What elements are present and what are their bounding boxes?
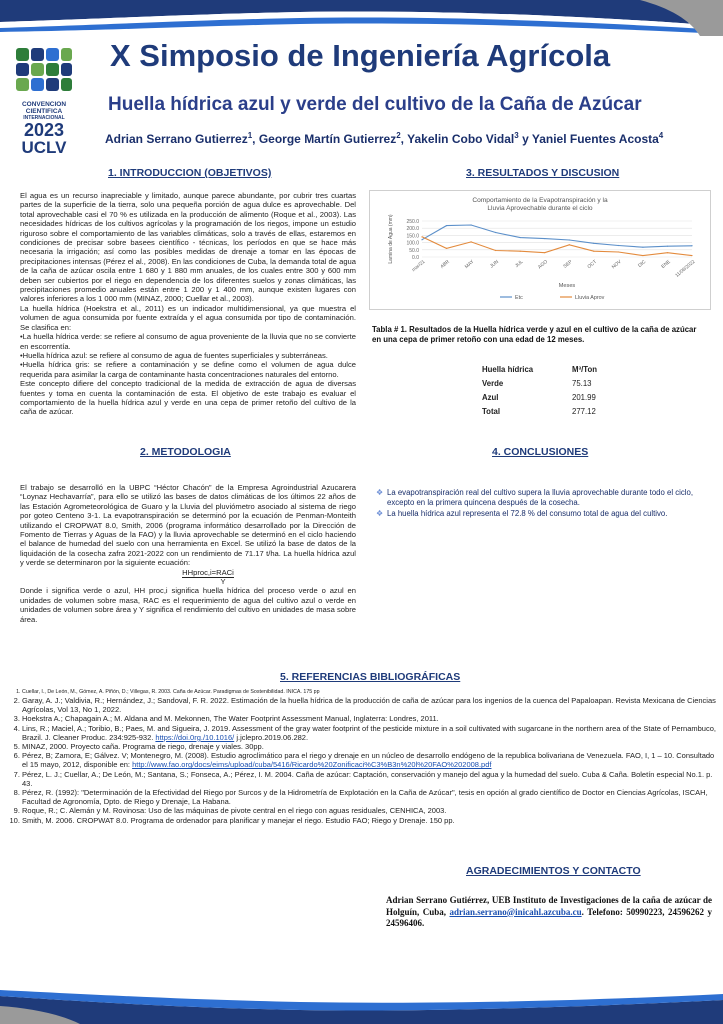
poster-title: X Simposio de Ingeniería Agrícola bbox=[110, 38, 611, 73]
chart-series-point bbox=[446, 248, 447, 249]
table-row-value: 277.12 bbox=[572, 406, 596, 416]
chart-x-tick-label: ENE bbox=[660, 259, 672, 270]
top-decorative-band bbox=[0, 0, 723, 40]
contact-phone: . Telefono: 50990223, 24596262 y 24596406. bbox=[386, 906, 712, 928]
conclusion-item bbox=[376, 509, 712, 519]
chart-series-point bbox=[691, 255, 692, 256]
chart-series-point bbox=[618, 251, 619, 252]
reference-item: 8. Pérez, R. (1992): "Determinación de la Efectividad del Riego por Surcos y de la Hidrometría de Explotación en la Caña de Azúcar", tesis en opción al grado científico de Doctor en Ciencias Agrícolas, ISCAH, Facultad de Agronomía, Dpto. de Riego y Drenaje, La Habana. bbox=[22, 788, 716, 806]
chart-series-point bbox=[691, 245, 692, 246]
chart-series-point bbox=[470, 241, 471, 242]
reference-item bbox=[22, 751, 716, 769]
reference-text: Pérez, B; Zamora, E; Gálvez. V; Montenegro, M. (2008). Estudio agroclimático para el riego y drenaje en un núcleo de desarrollo endógeno de la republica bolivariana de Venezuela. FAO, I, 1 – 10. Consultado el 15 mayo, 2012, disponible en: bbox=[22, 751, 715, 770]
chart-series-point bbox=[421, 236, 422, 237]
table-header-unit: M³/Ton bbox=[572, 364, 597, 374]
chart-series-point bbox=[593, 243, 594, 244]
chart-series-point bbox=[569, 239, 570, 240]
chart-y-tick-label: 0.0 bbox=[412, 255, 419, 261]
author-affiliation: 4 bbox=[658, 131, 664, 140]
table-row-label: Total bbox=[482, 406, 501, 416]
chart-series-point bbox=[421, 239, 422, 240]
reference-doi-link[interactable]: https://doi.0rg./10.1016/ bbox=[155, 732, 235, 742]
contact-email-link[interactable]: adrian.serrano@inicahl.azcuba.cu bbox=[449, 906, 582, 917]
author-name: Yakelin Cobo Vidal bbox=[407, 132, 515, 146]
chart-canvas bbox=[370, 191, 710, 309]
results-heading: 3. RESULTADOS Y DISCUSION bbox=[466, 167, 620, 179]
chart-x-tick-label: SEP bbox=[562, 259, 574, 270]
chart-series-point bbox=[495, 250, 496, 251]
diamond-bullet-icon: ❖ bbox=[376, 509, 384, 518]
conclusions-list bbox=[376, 488, 712, 520]
reference-item: 3. Hoekstra A.; Chapagain A.; M. Aldana and M. Mekonnen, The Water Footprint Assessment Manual, Inglaterra: Londres, 2011. bbox=[22, 714, 716, 723]
bottom-decorative-band bbox=[0, 970, 723, 1024]
logo-line-3: INTERNACIONAL bbox=[23, 115, 65, 121]
logo-line-2: CIENTIFICA bbox=[25, 108, 63, 115]
conclusion-text: La evapotranspiración real del cultivo supera la lluvia aprovechable durante todo el ciclo, excepto en la primera quincena después de la cosecha. bbox=[387, 488, 693, 507]
chart-y-tick-label: 50.0 bbox=[409, 247, 419, 254]
reference-item: 2. Garay, A. J.; Valdivia, R.; Hernández, J.; Sandoval, F. R. 2022. Estimación de la huella hídrica de la producción de caña de azúcar para los ingenios de la cuenca del Papaloapan. Revista Mexicana de Ciencias Agrícolas, Vol 13, No 1, 2022. bbox=[22, 696, 716, 714]
chart-series-point bbox=[667, 252, 668, 253]
author-name: Yaniel Fuentes Acosta bbox=[531, 132, 659, 146]
chart-series-point bbox=[495, 232, 496, 233]
chart-title-line-2: Lluvia Aprovechable durante el ciclo bbox=[487, 205, 593, 212]
chart-series-point bbox=[470, 224, 471, 225]
references-block bbox=[6, 688, 716, 825]
method-heading: 2. METODOLOGIA bbox=[140, 446, 231, 458]
reference-url-link[interactable]: http://www.fao.org/docs/eims/upload/cuba/5416/Ricardo%20Zonificaci%C3%B3n%20l%20FAO%202008.pdf bbox=[132, 760, 492, 770]
chart-x-tick-label: AGO bbox=[537, 259, 550, 271]
chart-y-tick-label: 200.0 bbox=[406, 226, 419, 233]
et-rain-chart bbox=[369, 190, 711, 310]
chart-series-point bbox=[544, 252, 545, 253]
chart-title-line-1: Comportamiento de la Evapotranspiración y la bbox=[472, 197, 608, 204]
chart-x-tick-label: JUN bbox=[489, 259, 500, 270]
chart-x-tick-label: DIC bbox=[637, 259, 648, 269]
author-list bbox=[105, 131, 663, 146]
chart-series-point bbox=[569, 244, 570, 245]
table-header-label: Huella hídrica bbox=[482, 364, 534, 374]
reference-item: 5. MINAZ, 2000. Proyecto caña. Programa de riego, drenaje y viales. 30pp. bbox=[22, 742, 716, 751]
chart-x-tick-label: MAY bbox=[464, 259, 476, 270]
author-separator: , bbox=[252, 132, 259, 146]
intro-paragraph: La huella hídrica (Hoekstra et al., 2011) es un indicador multidimensional, ya que muestra el volumen de agua consumida por fuente extraída y el agua consumida por tipo de contaminación. Se clasifica en: bbox=[20, 303, 356, 332]
chart-y-axis-label: Lamina de Agua (mm) bbox=[388, 214, 394, 264]
chart-series-point bbox=[667, 246, 668, 247]
conclusion-text: La huella hídrica azul representa el 72.8 % del consumo total de agua del cultivo. bbox=[387, 509, 668, 518]
poster-subtitle: Huella hídrica azul y verde del cultivo de la Caña de Azúcar bbox=[108, 94, 642, 115]
table-row-value: 75.13 bbox=[572, 378, 592, 388]
table-header-row bbox=[482, 362, 597, 376]
logo-year: 2023 bbox=[23, 120, 65, 140]
conclusions-heading: 4. CONCLUSIONES bbox=[492, 446, 589, 458]
chart-y-tick-label: 250.0 bbox=[406, 219, 419, 225]
conclusion-item bbox=[376, 488, 712, 508]
chart-series-point bbox=[520, 251, 521, 252]
chart-x-tick-label: ABR bbox=[440, 259, 451, 270]
logo-squares-icon bbox=[14, 46, 74, 94]
table-row bbox=[482, 390, 597, 404]
chart-series-point bbox=[618, 245, 619, 246]
chart-legend-label: Lluvia Aprov bbox=[575, 295, 605, 301]
table-row-label: Azul bbox=[482, 392, 499, 402]
equation-line bbox=[60, 568, 356, 577]
table-row bbox=[482, 404, 597, 418]
author-affiliation: 1 bbox=[247, 131, 253, 140]
results-table bbox=[482, 362, 597, 418]
chart-y-tick-label: 150.0 bbox=[406, 233, 419, 240]
conference-logo bbox=[14, 46, 74, 156]
contact-text: Adrian Serrano Gutiérrez, UEB Instituto de Investigaciones de la caña de azúcar de Holguín, Cuba, bbox=[386, 895, 712, 917]
method-paragraph: Donde i significa verde o azul, HH proc,i significa huella hídrica del proceso verde o azul en unidades de volumen sobre masa, RAC es el requerimiento de agua del cultivo azul o verde en unidades de volumen sobre área y Y significa el rendimiento del cultivo en unidades de masa sobre área. bbox=[20, 586, 356, 624]
ack-heading: AGRADECIMIENTOS Y CONTACTO bbox=[466, 865, 641, 877]
reference-item: 1. Cuellar, I., De León, M., Gómez, A. Piñón, D.; Villegas, R. 2003. Caña de Azúcar. Paradigmas de Sostenibilidad. INICA. 175 pp bbox=[22, 688, 716, 696]
reference-item: 7. Pérez, L. J.; Cuellar, A.; De León, M.; Santana, S.; Fonseca, A.; Pérez, I. M. 2004. Caña de azúcar: Captación, conservación y manejo del agua y la humedad del suelo. Cuba & Caña. Boletín especial No.1. p. 43. bbox=[22, 770, 716, 788]
chart-legend-label: Etc bbox=[515, 295, 523, 301]
reference-item: 10. Smith, M. 2006. CROPWAT 8.0. Programa de ordenador para planificar y manejar el riego. Estudio FAO; Riego y Drenaje. 150 pp. bbox=[22, 816, 716, 825]
method-body bbox=[20, 483, 356, 624]
author-separator: y bbox=[518, 132, 532, 146]
chart-y-tick-label: 100.0 bbox=[406, 240, 419, 247]
table-row bbox=[482, 376, 597, 390]
reference-item: 9. Roque, R.; C. Alemán y M. Rovinosa: Uso de las máquinas de pivote central en el riego con aguas residuales, CENHICA, 2003. bbox=[22, 806, 716, 815]
chart-series-point bbox=[593, 251, 594, 252]
chart-x-tick-label: 11/06/2022 bbox=[674, 259, 697, 279]
intro-paragraph: •Huella hídrica azul: se refiere al consumo de agua de fuentes superficiales y subterráneas. bbox=[20, 350, 328, 360]
intro-paragraph: Este concepto difiere del concepto tradicional de la medida de extracción de agua de diversas fuentes y toma en cuenta la contaminación de esta. El objetivo de este trabajo es evaluar el comportamiento de la huella hídrica azul y verde en una cepa de primer retoño del cultivo de la caña de azúcar. bbox=[20, 379, 356, 417]
author-name: Adrian Serrano Gutierrez bbox=[105, 132, 248, 146]
chart-x-tick-label: NOV bbox=[611, 259, 623, 271]
equation-denominator: Y bbox=[220, 577, 226, 587]
equation-numerator: HHproc,i=RACi bbox=[182, 567, 234, 577]
author-affiliation: 3 bbox=[514, 131, 519, 140]
chart-series-point bbox=[446, 225, 447, 226]
chart-x-tick-label: JUL bbox=[514, 259, 525, 270]
intro-paragraph: •La huella hídrica verde: se refiere al consumo de agua proveniente de la lluvia que no se convierte en escorrentía. bbox=[20, 332, 356, 351]
contact-block bbox=[386, 895, 712, 930]
reference-list bbox=[6, 688, 716, 825]
intro-paragraph: El agua es un recurso inapreciable y limitado, aunque parece abundante, por cubrir tres cuartas partes de la superficie de la tierra, solo una pequeña porción de agua dulce es aprovechable. Del total aprovechable casi el 70 % es utilizada en la producción de alimento (Roque et al., 2003). Las necesidades hídricas de los cultivos agrícolas y la programación de los riegos, impone un estudio riguroso sobre el comportamiento de las variables climáticas, solo a través de ellas, estaremos en condiciones de precisar sobre basees científico - técnicas, los períodos en que se hace más necesaria la irrigación; así como las posibles medidas de drenaje a tomar en las épocas de precipitaciones intensas (Pérez el al., 2008). En las condiciones de Cuba, la demanda total de agua de la caña de azúcar oscila entre 1 680 y 1 880 mm anuales, de los cuales entre 300 y 600 mm deben ser cubiertos por el riego en dependencia de los diferentes suelos y zonas climáticas, las precipitaciones promedio anuales están entre 1 200 y 1 400 mm, aunque existen lugares con valores inferiores a los 1 000 mm (MINAZ, 2000; Cuellar et al., 2003). bbox=[20, 191, 356, 304]
author-affiliation: 2 bbox=[396, 131, 401, 140]
chart-series-point bbox=[544, 238, 545, 239]
chart-series-point bbox=[642, 255, 643, 256]
chart-series-point bbox=[520, 237, 521, 238]
chart-x-axis-label: Meses bbox=[558, 283, 576, 289]
references-heading: 5. REFERENCIAS BIBLIOGRÁFICAS bbox=[280, 671, 461, 683]
reference-text: j.jclepro.2019.06.282. bbox=[234, 732, 309, 742]
chart-series-point bbox=[642, 247, 643, 248]
table-row-value: 201.99 bbox=[572, 392, 596, 402]
logo-org: UCLV bbox=[21, 138, 67, 157]
logo-line-1: CONVENCION bbox=[21, 101, 67, 108]
intro-body bbox=[20, 191, 356, 417]
intro-paragraph: •Huella hídrica gris: se refiere a contaminación y se define como el volumen de agua dulce requerida para asimilar la carga de contaminante hasta concentraciones naturales del entorno. bbox=[20, 360, 356, 379]
author-separator: , bbox=[400, 132, 408, 146]
chart-x-tick-label: mar/21 bbox=[411, 259, 427, 274]
method-paragraph: El trabajo se desarrolló en la UBPC “Héctor Chacón” de la Empresa Agroindustrial Azucarera “Loynaz Hechavarría”, para ello se utilizó las bases de datos climáticas de los últimos 22 años de las Estación Agrometeorológica de Guaro y la Lluvia del pluviómetro asociado al sistema de riego por goteo Centeno 3-1. La evapotranspiración se determinó por la ecuación de Penman-Monteith utilizando el CROPWAT 8.0, Smith, 2006 (programa informático desarrollado por la Dirección de Fomento de Tierras y Aguas de la FAO) y la lluvia aprovechable se determinó en el ciclo haciendo el balance de humedad del suelo con una herramienta en Excel. Se utilizó la base de datos de la liquidación de la cosecha zafra 2021-2022 con un rendimiento de 71.17 t/ha. La huella hídrica azul y verde se determinaron por la siguiente ecuación: bbox=[20, 483, 356, 568]
table-row-label: Verde bbox=[482, 378, 504, 388]
reference-item bbox=[22, 724, 716, 742]
author-name: George Martín Gutierrez bbox=[258, 132, 397, 146]
table-caption: Tabla # 1. Resultados de la Huella hídrica verde y azul en el cultivo de la caña de azúcar en una cepa de primer retoño con una edad de 12 meses. bbox=[372, 325, 697, 344]
diamond-bullet-icon: ❖ bbox=[376, 488, 384, 497]
chart-x-tick-label: OCT bbox=[587, 259, 599, 271]
intro-heading: 1. INTRODUCCION (OBJETIVOS) bbox=[108, 167, 272, 179]
reference-text: Lins, R.; Maciel, A.; Toribio, B.; Paes, M. and Sigueira, J. 2019. Assessment of the gray water footprint of the pesticide mixture in a soil cultivated with sugarcane in the northern area of the State of Pernambuco, Brazil. J. Cleaner Produc. 234:925-932. bbox=[22, 723, 716, 742]
